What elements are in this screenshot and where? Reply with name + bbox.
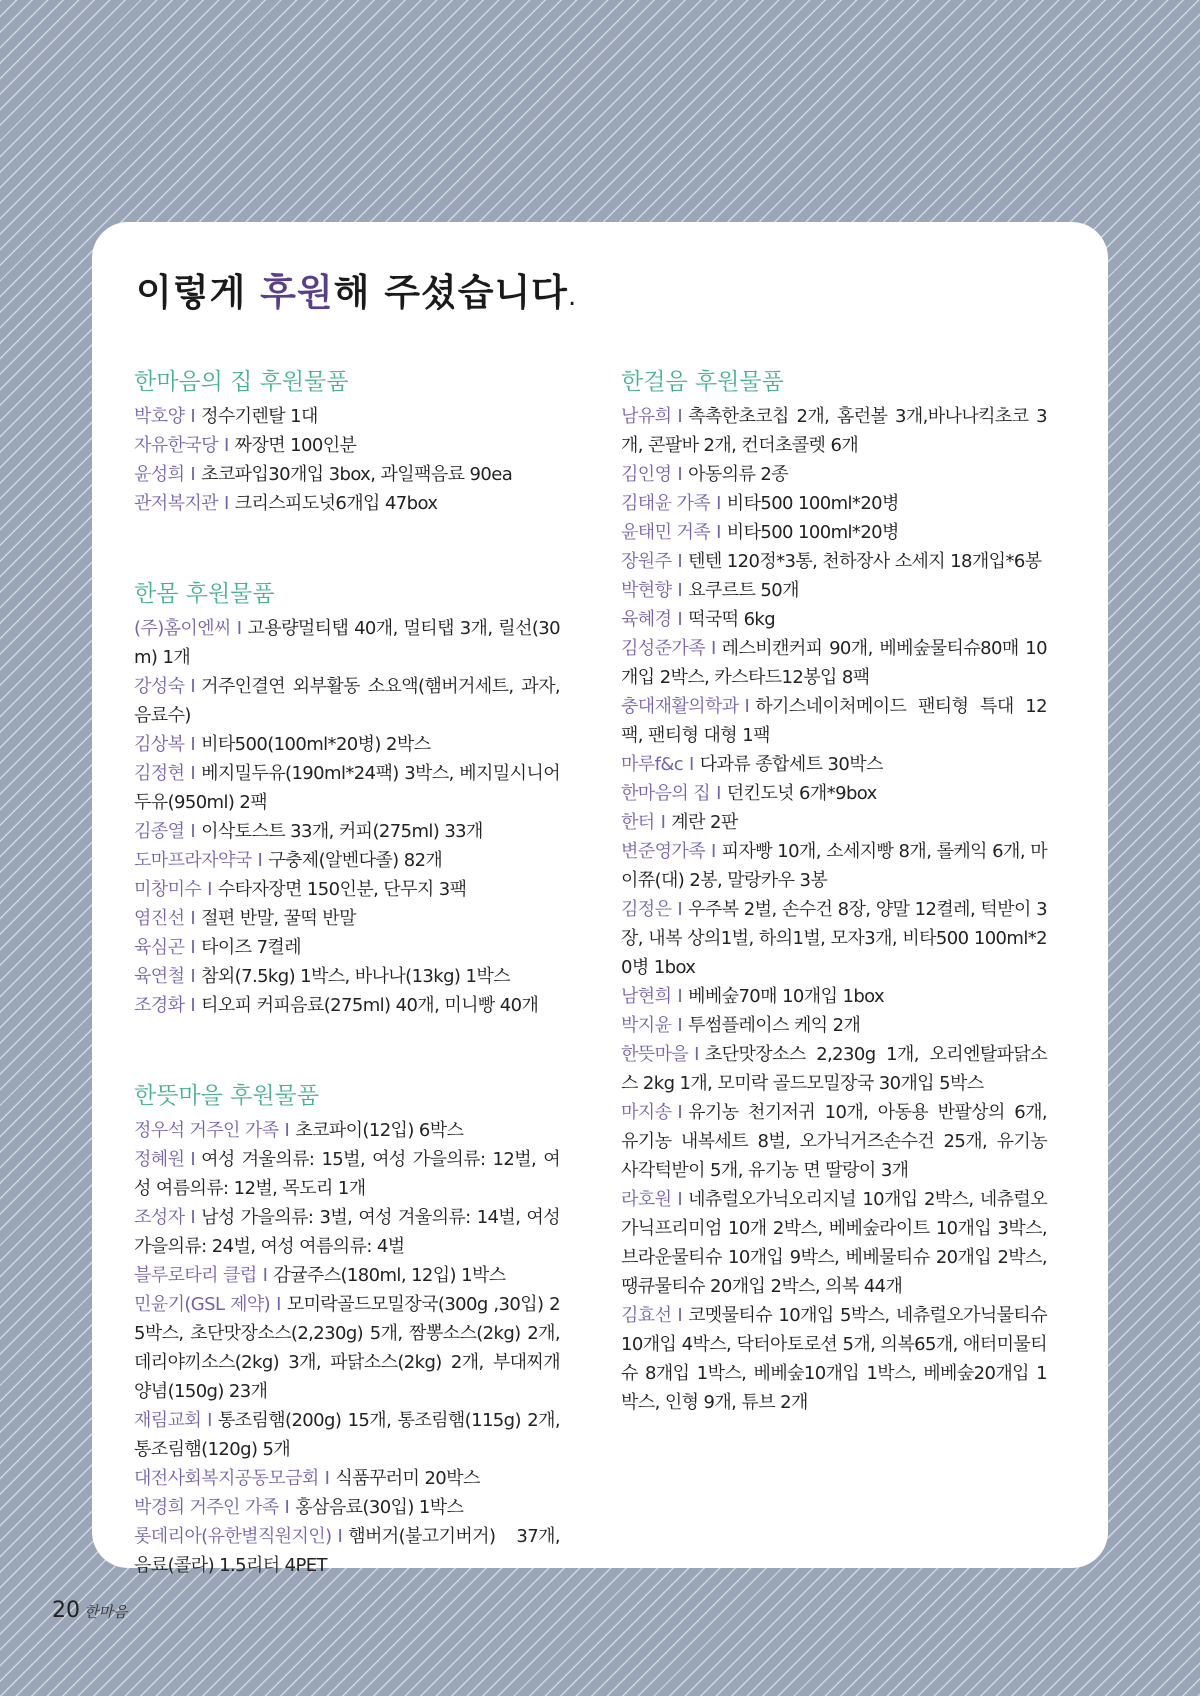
donor-entry <box>621 402 1047 460</box>
donation-items: 통조림햄(200g) 15개, 통조림햄(115g) 2개, 통조림햄(120g) 5개 <box>134 1410 560 1460</box>
donor-name: (주)홈이엔씨 <box>134 618 231 639</box>
donor-name: 육심곤 <box>134 937 185 958</box>
separator-mark: I <box>677 899 683 920</box>
donor-name: 육혜경 <box>621 609 672 630</box>
donor-name: 정우석 거주인 가족 <box>134 1120 279 1141</box>
donor-entry <box>134 1261 560 1290</box>
title-post: 해 주셨습니다 <box>333 271 568 314</box>
donation-items: 텐텐 120정*3통, 천하장사 소세지 18개입*6봉 <box>688 551 1042 572</box>
donation-items: 떡국떡 6kg <box>688 609 776 630</box>
separator-mark: I <box>677 406 683 427</box>
donor-name: 한터 <box>621 812 655 833</box>
donation-items: 감귤주스(180ml, 12입) 1박스 <box>273 1265 506 1286</box>
donor-name: 박호양 <box>134 406 185 427</box>
donor-entry <box>134 991 560 1020</box>
donor-name: 염진선 <box>134 908 185 929</box>
donor-entry <box>134 1464 560 1493</box>
donor-name: 박경희 거주인 가족 <box>134 1497 279 1518</box>
separator-mark: I <box>677 1305 683 1326</box>
donor-name: 대전사회복지공동모금회 <box>134 1468 319 1489</box>
donation-items: 고용량멀티탭 40개, 멀티탭 3개, 릴선(30m) 1개 <box>134 618 560 668</box>
donation-items: 남성 가을의류: 3벌, 여성 겨울의류: 14벌, 여성 가을의류: 24벌, 여성 여름의류: 4벌 <box>134 1207 560 1257</box>
donation-items: 수타자장면 150인분, 단무지 3팩 <box>217 879 467 900</box>
donation-items: 절편 반말, 꿀떡 반말 <box>201 908 356 929</box>
separator-mark: I <box>677 580 683 601</box>
donor-name: 블루로타리 클럽 <box>134 1265 257 1286</box>
page-footer <box>52 1598 127 1623</box>
separator-mark: I <box>284 1120 290 1141</box>
donor-name: 김종열 <box>134 821 185 842</box>
donor-name: 자유한국당 <box>134 435 218 456</box>
donor-name: 김성준가족 <box>621 638 705 659</box>
donor-entry <box>621 605 1047 634</box>
donor-name: 김인영 <box>621 464 672 485</box>
separator-mark: I <box>190 676 196 697</box>
separator-mark: I <box>190 821 196 842</box>
donation-items: 피자빵 10개, 소세지빵 8개, 롤케익 6개, 마이쮸(대) 2봉, 말랑카우 3봉 <box>621 841 1047 891</box>
left-column <box>134 362 560 1580</box>
donor-entry <box>621 1011 1047 1040</box>
separator-mark: I <box>190 966 196 987</box>
donor-entry <box>134 1116 560 1145</box>
donor-name: 정혜원 <box>134 1149 185 1170</box>
donor-entry <box>134 1145 560 1203</box>
donation-items: 구충제(알벤다졸) 82개 <box>268 850 443 871</box>
donation-items: 홍삼음료(30입) 1박스 <box>295 1497 464 1518</box>
donor-entry <box>621 547 1047 576</box>
donor-name: 라호원 <box>621 1189 672 1210</box>
donor-name: 변준영가족 <box>621 841 705 862</box>
donor-entry <box>134 431 560 460</box>
donor-name: 한뜻마을 <box>621 1044 689 1065</box>
separator-mark: I <box>716 493 721 514</box>
donor-name: 남현희 <box>621 986 672 1007</box>
separator-mark: I <box>284 1497 290 1518</box>
donor-name: 조경화 <box>134 995 185 1016</box>
donor-name: 김효선 <box>621 1305 672 1326</box>
donor-entry <box>134 1493 560 1522</box>
donation-items: 정수기렌탈 1대 <box>201 406 318 427</box>
separator-mark: I <box>262 1265 268 1286</box>
donation-items: 던킨도넛 6개*9box <box>726 783 877 804</box>
donor-name: 김정현 <box>134 763 185 784</box>
separator-mark: I <box>276 1294 281 1315</box>
donation-items: 베베숲70매 10개입 1box <box>688 986 885 1007</box>
separator-mark: I <box>190 464 196 485</box>
donation-items: 타이즈 7켤레 <box>201 937 302 958</box>
donor-entry <box>134 614 560 672</box>
donation-items: 계란 2판 <box>671 812 738 833</box>
separator-mark: I <box>257 850 263 871</box>
page-number: 20 <box>52 1598 80 1623</box>
separator-mark: I <box>190 995 196 1016</box>
separator-mark: I <box>190 406 196 427</box>
donation-items: 햄버거(불고기버거) 37개, 음료(콜라) 1.5리터 4PET <box>134 1526 560 1576</box>
donation-items: 이삭토스트 33개, 커피(275ml) 33개 <box>201 821 483 842</box>
donor-name: 재림교회 <box>134 1410 202 1431</box>
donor-entry <box>621 460 1047 489</box>
separator-mark: I <box>236 618 242 639</box>
separator-mark: I <box>677 551 683 572</box>
donor-name: 윤태민 거족 <box>621 522 711 543</box>
donor-entry <box>621 808 1047 837</box>
separator-mark: I <box>190 908 196 929</box>
donor-entry <box>134 402 560 431</box>
donor-entry <box>621 518 1047 547</box>
donor-name: 한마음의 집 <box>621 783 711 804</box>
donor-entry <box>621 634 1047 692</box>
donor-name: 마루f&c <box>621 754 684 775</box>
section-heading: 한몸 후원물품 <box>134 581 275 607</box>
donor-entry <box>621 489 1047 518</box>
donor-entry <box>621 1040 1047 1098</box>
donor-entry <box>621 895 1047 982</box>
donation-items: 베지밀두유(190ml*24팩) 3박스, 베지밀시니어두유(950ml) 2팩 <box>134 763 560 813</box>
donor-name: 장원주 <box>621 551 672 572</box>
donor-entry <box>134 817 560 846</box>
donor-entry <box>621 1301 1047 1417</box>
donor-entry <box>134 875 560 904</box>
donation-items: 비타500 100ml*20병 <box>726 493 899 514</box>
donor-entry <box>134 1290 560 1406</box>
donation-items: 초코파이(12입) 6박스 <box>295 1120 464 1141</box>
donation-items: 유기농 천기저귀 10개, 아동용 반팔상의 6개, 유기농 내복세트 8벌, 오가닉거즈손수건 25개, 유기농 사각턱받이 5개, 유기농 면 딸랑이 3개 <box>621 1102 1047 1181</box>
donor-name: 남유희 <box>621 406 672 427</box>
donor-entry <box>134 1203 560 1261</box>
separator-mark: I <box>660 812 666 833</box>
magazine-logo: 한마음 <box>84 1603 128 1621</box>
donor-entry <box>134 730 560 759</box>
donor-entry <box>621 1098 1047 1185</box>
donation-items: 레스비캔커피 90개, 베베숲물티슈80매 10개입 2박스, 카스타드12봉입 8팩 <box>621 638 1047 688</box>
separator-mark: I <box>744 696 750 717</box>
donor-entry <box>134 759 560 817</box>
donor-name: 민윤기(GSL 제약) <box>134 1294 271 1315</box>
donation-items: 초단맛장소스 2,230g 1개, 오리엔탈파닭소스 2kg 1개, 모미락 골드모밀장국 30개입 5박스 <box>621 1044 1047 1094</box>
donor-entry <box>621 779 1047 808</box>
separator-mark: I <box>694 1044 699 1065</box>
donation-items: 다과류 종합세트 30박스 <box>699 754 883 775</box>
donation-items: 요쿠르트 50개 <box>688 580 799 601</box>
donor-entry <box>134 962 560 991</box>
donation-section <box>621 362 1047 1417</box>
donor-entry <box>134 846 560 875</box>
separator-mark: I <box>677 986 683 1007</box>
section-heading: 한마음의 집 후원물품 <box>134 369 349 395</box>
donation-items: 짜장면 100인분 <box>234 435 357 456</box>
separator-mark: I <box>207 1410 212 1431</box>
donation-section <box>134 574 560 1020</box>
section-gap <box>134 1020 560 1076</box>
separator-mark: I <box>223 493 229 514</box>
donor-entry <box>134 1406 560 1464</box>
separator-mark: I <box>337 1526 343 1547</box>
donor-name: 조성자 <box>134 1207 185 1228</box>
separator-mark: I <box>689 754 694 775</box>
title-pre: 이렇게 <box>136 271 261 314</box>
donor-name: 박지윤 <box>621 1015 672 1036</box>
donor-entry <box>621 982 1047 1011</box>
separator-mark: I <box>324 1468 330 1489</box>
donation-items: 하기스네이처메이드 팬티형 특대 12팩, 팬티형 대형 1팩 <box>621 696 1047 746</box>
donor-name: 김상복 <box>134 734 185 755</box>
donor-name: 롯데리아(유한별직원지인) <box>134 1526 332 1547</box>
donation-items: 네츄럴오가닉오리지널 10개입 2박스, 네츄럴오가닉프리미엄 10개 2박스, 베베숲라이트 10개입 3박스, 브라운물티슈 10개입 9박스, 베베물티슈 20개입 2박스, 땡큐물티슈 20개입 2박스, 의복 44개 <box>621 1189 1047 1297</box>
donation-items: 촉촉한초코칩 2개, 홈런볼 3개,바나나킥초코 3개, 콘팔바 2개, 컨더초콜렛 6개 <box>621 406 1047 456</box>
section-heading: 한뜻마을 후원물품 <box>134 1083 320 1109</box>
separator-mark: I <box>677 1102 683 1123</box>
donor-name: 도마프라자약국 <box>134 850 252 871</box>
separator-mark: I <box>190 734 196 755</box>
donor-name: 강성숙 <box>134 676 185 697</box>
title-dot: . <box>567 282 578 312</box>
donation-items: 투썸플레이스 케익 2개 <box>688 1015 861 1036</box>
donor-entry <box>134 460 560 489</box>
donor-name: 마지송 <box>621 1102 672 1123</box>
separator-mark: I <box>190 763 196 784</box>
donor-entry <box>134 933 560 962</box>
donation-items: 아동의류 2종 <box>688 464 789 485</box>
separator-mark: I <box>710 638 716 659</box>
donor-name: 관저복지관 <box>134 493 218 514</box>
donation-items: 참외(7.5kg) 1박스, 바나나(13kg) 1박스 <box>201 966 510 987</box>
donation-section <box>134 1076 560 1580</box>
donation-items: 거주인결연 외부활동 소요액(햄버거세트, 과자, 음료수) <box>134 676 560 726</box>
right-column <box>621 362 1047 1417</box>
separator-mark: I <box>223 435 229 456</box>
section-heading: 한걸음 후원물품 <box>621 369 784 395</box>
page-title <box>136 262 577 316</box>
separator-mark: I <box>207 879 212 900</box>
separator-mark: I <box>716 783 721 804</box>
donation-items: 우주복 2벌, 손수건 8장, 양말 12켤레, 턱받이 3장, 내복 상의1벌, 하의1벌, 모자3개, 비타500 100ml*20병 1box <box>621 899 1047 978</box>
separator-mark: I <box>677 609 683 630</box>
donor-name: 김태윤 가족 <box>621 493 711 514</box>
donor-name: 김정은 <box>621 899 672 920</box>
title-highlight: 후원 <box>260 271 334 314</box>
donor-name: 박현향 <box>621 580 672 601</box>
donation-section <box>134 362 560 518</box>
donation-items: 초코파입30개입 3box, 과일팩음료 90ea <box>201 464 513 485</box>
donor-entry <box>134 904 560 933</box>
donor-entry <box>621 1185 1047 1301</box>
donation-items: 식품꾸러미 20박스 <box>335 1468 480 1489</box>
donor-name: 미창미수 <box>134 879 202 900</box>
donation-items: 티오피 커피음료(275ml) 40개, 미니빵 40개 <box>201 995 539 1016</box>
donation-items: 비타500 100ml*20병 <box>726 522 899 543</box>
donation-items: 코멧물티슈 10개입 5박스, 네츄럴오가닉물티슈 10개입 4박스, 닥터아토로션 5개, 의복65개, 애터미물티슈 8개입 1박스, 베베숲10개입 1박스, 베베숲20개입 1박스, 인형 9개, 튜브 2개 <box>621 1305 1047 1413</box>
donor-entry <box>621 750 1047 779</box>
donation-items: 모미락골드모밀장국(300g ,30입) 25박스, 초단맛장소스(2,230g) 5개, 짬뽕소스(2kg) 2개, 데리야끼소스(2kg) 3개, 파닭소스(2kg) 2개, 부대찌개양념(150g) 23개 <box>134 1294 560 1402</box>
separator-mark: I <box>677 1015 683 1036</box>
donor-entry <box>134 672 560 730</box>
donor-entry <box>621 692 1047 750</box>
donation-items: 비타500(100ml*20병) 2박스 <box>201 734 431 755</box>
donation-items: 크리스피도넛6개입 47box <box>234 493 438 514</box>
donor-entry <box>134 489 560 518</box>
donor-name: 윤성희 <box>134 464 185 485</box>
donor-entry <box>134 1522 560 1580</box>
separator-mark: I <box>710 841 716 862</box>
section-gap <box>134 518 560 574</box>
donation-items: 여성 겨울의류: 15벌, 여성 가을의류: 12벌, 여성 여름의류: 12벌, 목도리 1개 <box>134 1149 560 1199</box>
separator-mark: I <box>190 1149 196 1170</box>
separator-mark: I <box>190 937 196 958</box>
separator-mark: I <box>190 1207 196 1228</box>
donor-entry <box>621 576 1047 605</box>
donor-name: 육연철 <box>134 966 185 987</box>
separator-mark: I <box>677 464 683 485</box>
donor-name: 충대재활의학과 <box>621 696 739 717</box>
separator-mark: I <box>716 522 721 543</box>
donor-entry <box>621 837 1047 895</box>
separator-mark: I <box>677 1189 683 1210</box>
